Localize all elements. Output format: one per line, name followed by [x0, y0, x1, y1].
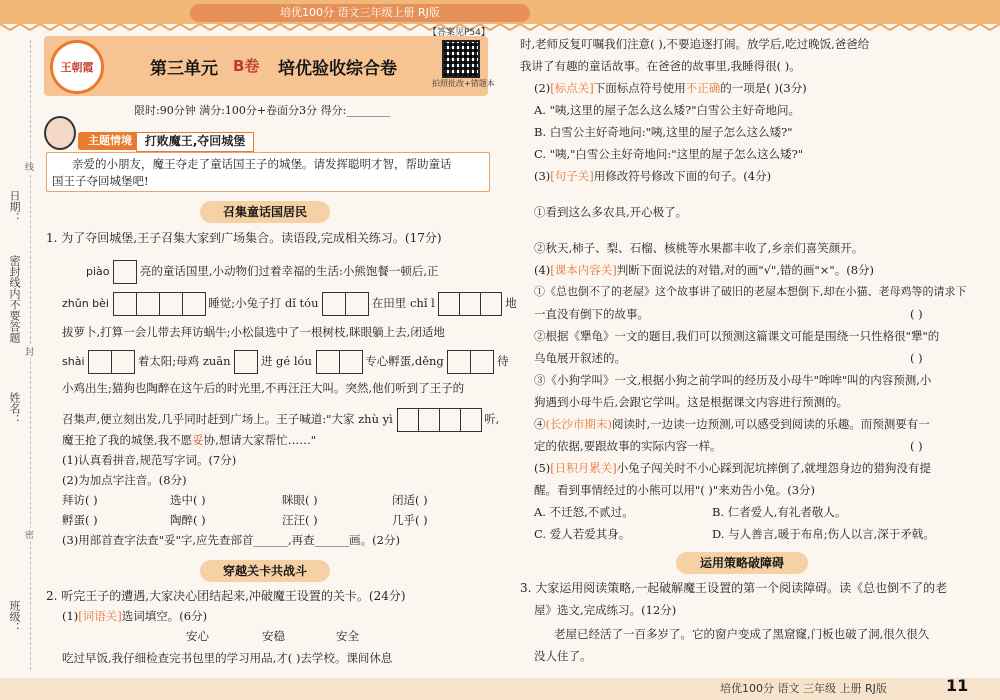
q1-line-3: 拔萝卜,打算一会儿带去拜访蜗牛;小松鼠选中了一根树枝,眯眼躺上去,闭适地 — [62, 325, 445, 339]
q2-sub5-text: 小兔子闯关时不小心踩到泥坑摔倒了,就埋怨身边的猎狗没有提 — [616, 461, 931, 475]
judge-3-line-2: 狗遇到小母牛后,会跟它学叫。这是根据课文内容进行预测的。 — [534, 395, 849, 409]
q1-line-4-a: 着太阳;母鸡 zuān — [137, 354, 231, 368]
q1-line-7-c: 协,想请大家帮忙……" — [203, 433, 317, 447]
judge-4-line-2: 定的依据,要跟故事的实际内容一样。 — [534, 439, 722, 453]
q1-line-6-end: 听, — [484, 412, 500, 426]
intro-line-2: 国王子夺回城堡吧! — [52, 174, 149, 188]
char-box[interactable] — [460, 408, 482, 432]
pinyin-choice-7[interactable]: 汪汪( ) — [282, 513, 318, 527]
sentence-2: ②秋天,柿子、梨、石榴、核桃等水果都丰收了,乡亲们喜笑颜开。 — [534, 241, 864, 255]
q2-sub2-num: (2) — [534, 81, 551, 95]
q1-line-7 — [62, 432, 316, 448]
char-box[interactable] — [480, 292, 502, 316]
pinyin-choice-3[interactable]: 眯眼( ) — [282, 493, 318, 507]
char-box[interactable] — [234, 350, 258, 374]
q1-sub2: (2)为加点字注音。(8分) — [62, 473, 187, 487]
section-pill-2: 穿越关卡共战斗 — [200, 560, 330, 582]
char-box[interactable] — [316, 350, 340, 374]
judge-4-line-1 — [534, 416, 930, 432]
char-box[interactable] — [322, 292, 346, 316]
q1-line-6 — [62, 408, 499, 432]
sentence-1: ①看到这么多农具,开心极了。 — [534, 205, 688, 219]
judge-2-line-2: 乌龟展开叙述的。 — [534, 351, 626, 365]
answer-reference: 【答案见P54】 — [428, 28, 490, 38]
passage-line-2: 没人住了。 — [534, 649, 592, 663]
char-box[interactable] — [459, 292, 481, 316]
zigzag-border — [0, 22, 1000, 32]
q3-stem-line-1: 3. 大家运用阅读策略,一起破解魔王设置的第一个阅读障碍。读《总也倒不了的老 — [520, 581, 948, 595]
q2-sub4-num: (4) — [534, 263, 551, 277]
dotted-char: 妥 — [192, 433, 204, 447]
judge-2-paren[interactable]: ( ) — [910, 351, 923, 365]
judge-4-text: 阅读时,一边读一边预测,可以感受到阅读的乐趣。而预测要有一 — [611, 417, 930, 431]
girl-avatar-icon — [44, 116, 76, 150]
pinyin-choice-1[interactable]: 拜访( ) — [62, 493, 98, 507]
q2-sub3-tag: [句子关] — [550, 169, 594, 183]
seal-mark-seal: 封 — [25, 345, 34, 358]
q2-sub5-tag: [日积月累关] — [550, 461, 617, 475]
q1-sub1: (1)认真看拼音,规范写字词。(7分) — [62, 453, 237, 467]
q2-sub3-num: (3) — [534, 169, 551, 183]
juan-badge: B卷 — [233, 57, 260, 75]
judge-1-paren[interactable]: ( ) — [910, 307, 923, 321]
exam-title: 培优验收综合卷 — [278, 59, 397, 79]
q1-line-6-text: 召集声,便立刻出发,几乎同时赶到广场上。王子喊道:"大家 zhù yì — [62, 412, 393, 426]
passage-line-1: 老屋已经活了一百多岁了。它的窗户变成了黑窟窿,门板也破了洞,很久很久 — [554, 627, 930, 641]
char-box[interactable] — [438, 292, 460, 316]
word-option-1: 安心 — [186, 629, 209, 643]
char-box[interactable] — [182, 292, 206, 316]
section-pill-1: 召集童话国居民 — [200, 201, 330, 223]
q1-line-7-a: 魔王抢了我的城堡,我不愿 — [62, 433, 193, 447]
theme-tag: 主题情境 — [78, 132, 142, 150]
qr-code-icon[interactable] — [442, 40, 480, 78]
footer-text: 培优100分 语文 三年级 上册 RJ版 — [720, 682, 887, 695]
q2-sub3 — [534, 168, 771, 184]
q1-sub3: (3)用部首查字法查"妥"字,应先查部首______,再查______画。(2分) — [62, 533, 400, 547]
char-box[interactable] — [88, 350, 112, 374]
q1-line-4-b: 进 gé lóu — [260, 354, 312, 368]
q2-stem: 2. 听完王子的遭遇,大家决心团结起来,冲破魔王设置的关卡。(24分) — [46, 589, 406, 603]
q2-sub1 — [62, 608, 207, 624]
q2-sub2-tag: [标点关] — [550, 81, 594, 95]
name-label: 姓名： — [8, 392, 21, 425]
judge-3-line-1: ③《小狗学叫》一文,根据小狗之前学叫的经历及小母牛"哞哞"叫的内容预测,小 — [534, 373, 932, 387]
judge-1-line-1: ①《总也倒不了的老屋》这个故事讲了破旧的老屋本想倒下,却在小猫、老母鸡等的请求下 — [534, 285, 967, 298]
q2-sub2 — [534, 80, 807, 96]
pinyin-choice-2[interactable]: 选中( ) — [170, 493, 206, 507]
q1-line-2-pinyin: 在田里 chǐ l — [371, 296, 435, 310]
punct-option-a[interactable]: A. "咦,这里的屋子怎么这么矮?"白雪公主好奇地问。 — [534, 103, 801, 117]
q1-line-2-text: 睡觉;小兔子打 dǐ tóu — [208, 296, 319, 310]
q2-sub1-num: (1) — [62, 609, 79, 623]
judge-4-num: ④ — [534, 417, 546, 431]
char-box[interactable] — [136, 292, 160, 316]
class-label: 班级： — [8, 600, 21, 633]
pinyin-zhunbei: zhǔn bèi — [62, 297, 109, 310]
q2-sub3-text: 用修改符号修改下面的句子。(4分) — [593, 169, 772, 183]
char-box[interactable] — [447, 350, 471, 374]
pinyin-piao: piào — [86, 265, 110, 278]
q2-sub5 — [534, 460, 931, 476]
theme-title: 打败魔王,夺回城堡 — [136, 132, 254, 152]
judge-4-tag: (长沙市期末) — [545, 417, 612, 431]
date-label: 日期： — [8, 190, 21, 223]
band-title: 培优100分 语文三年级上册 RJ版 — [190, 4, 530, 22]
char-box[interactable] — [111, 350, 135, 374]
q1-line-4-c: 专心孵蛋,děng — [365, 354, 444, 368]
q1-line-5: 小鸡出生;猫狗也陶醉在这午后的时光里,不再汪汪大叫。突然,他们听到了王子的 — [62, 381, 465, 395]
logo-text: 王朝霞 — [60, 61, 94, 74]
punct-option-b[interactable]: B. 白雪公主好奇地问:"咦,这里的屋子怎么这么矮?" — [534, 125, 793, 139]
char-box[interactable] — [439, 408, 461, 432]
judge-1-line-2: 一直没有倒下的故事。 — [534, 307, 649, 321]
char-box[interactable] — [159, 292, 183, 316]
judge-2-line-1: ②根据《犟龟》一文的题目,我们可以预测这篇课文可能是围绕一只性格很"犟"的 — [534, 329, 940, 343]
q1-line-2 — [62, 292, 517, 316]
pinyin-choice-8[interactable]: 几乎( ) — [392, 513, 428, 527]
q3-stem-line-2: 屋》选文,完成练习。(12分) — [534, 603, 677, 617]
char-box[interactable] — [397, 408, 419, 432]
unit-title: 第三单元 — [150, 59, 218, 79]
q2-fill-line-2: 时,老师反复叮嘱我们注意( ),不要追逐打闹。放学后,吃过晚饭,爸爸给 — [520, 37, 870, 51]
seal-warning: 密封线内不要答题 — [8, 255, 21, 343]
q2-sub4-tag: [课本内容关] — [550, 263, 617, 277]
q2-sub2-emphasis: 不正确 — [685, 81, 721, 95]
q1-stem: 1. 为了夺回城堡,王子召集大家到广场集合。读语段,完成相关练习。(17分) — [46, 231, 442, 245]
word-option-2: 安稳 — [262, 629, 285, 643]
punct-option-c[interactable]: C. "咦,"白雪公主好奇地问:"这里的屋子怎么这么矮?" — [534, 147, 804, 161]
char-box[interactable] — [339, 350, 363, 374]
q2-fill-line-3: 我讲了有趣的童话故事。在爸爸的故事里,我睡得很( )。 — [520, 59, 801, 73]
page-number: 11 — [946, 676, 969, 695]
q1-line-1 — [86, 260, 439, 284]
judge-4-paren[interactable]: ( ) — [910, 439, 923, 453]
seal-mark-line: 线 — [25, 160, 34, 173]
time-score-line: 限时:90分钟 满分:100分+卷面分3分 得分:________ — [134, 104, 391, 117]
seal-mark-secret: 密 — [25, 528, 34, 541]
intro-line-1: 亲爱的小朋友，魔王夺走了童话国王子的城堡。请发挥聪明才智，帮助童话 — [72, 157, 452, 171]
pinyin-choice-6[interactable]: 陶醉( ) — [170, 513, 206, 527]
pinyin-choice-5[interactable]: 孵蛋( ) — [62, 513, 98, 527]
pinyin-shai: shài — [62, 355, 85, 368]
char-box[interactable] — [345, 292, 369, 316]
q2-sub2-end: 的一项是( )(3分) — [720, 81, 807, 95]
char-box[interactable] — [418, 408, 440, 432]
section-pill-3: 运用策略破障碍 — [676, 552, 808, 574]
q2-sub5-num: (5) — [534, 461, 551, 475]
q1-line-2-end: 地 — [505, 296, 517, 310]
q2-sub5-line-2: 醒。看到事情经过的小熊可以用"( )"来劝告小兔。(3分) — [534, 483, 815, 497]
q1-line-4-d: 待 — [497, 354, 509, 368]
char-box[interactable] — [470, 350, 494, 374]
q2-sub4-text: 判断下面说法的对错,对的画"√",错的画"×"。(8分) — [616, 263, 875, 277]
q2-sub1-tag: [词语关] — [78, 609, 122, 623]
header-box — [44, 36, 488, 96]
q2-fill-line-1: 吃过早饭,我仔细检查完书包里的学习用品,才( )去学校。课间休息 — [62, 651, 393, 665]
qr-caption: 拍照批改+错题本 — [432, 79, 495, 88]
proverb-option-b[interactable]: B. 仁者爱人,有礼者敬人。 — [712, 505, 847, 519]
q2-sub4 — [534, 262, 874, 278]
q2-sub2-text: 下面标点符号使用 — [593, 81, 686, 95]
q2-sub1-text: 选词填空。(6分) — [121, 609, 208, 623]
q1-line-1-text: 亮的童话国里,小动物们过着幸福的生活:小熊饱餐一顿后,正 — [139, 264, 439, 278]
char-box[interactable] — [113, 260, 137, 284]
proverb-option-d[interactable]: D. 与人善言,暖于布帛;伤人以言,深于矛戟。 — [712, 527, 935, 541]
word-option-3: 安全 — [336, 629, 359, 643]
proverb-option-a[interactable]: A. 不迁怒,不贰过。 — [534, 505, 634, 519]
char-box[interactable] — [113, 292, 137, 316]
proverb-option-c[interactable]: C. 爱人若爱其身。 — [534, 527, 631, 541]
q1-line-4 — [62, 350, 509, 374]
pinyin-choice-4[interactable]: 闭适( ) — [392, 493, 428, 507]
